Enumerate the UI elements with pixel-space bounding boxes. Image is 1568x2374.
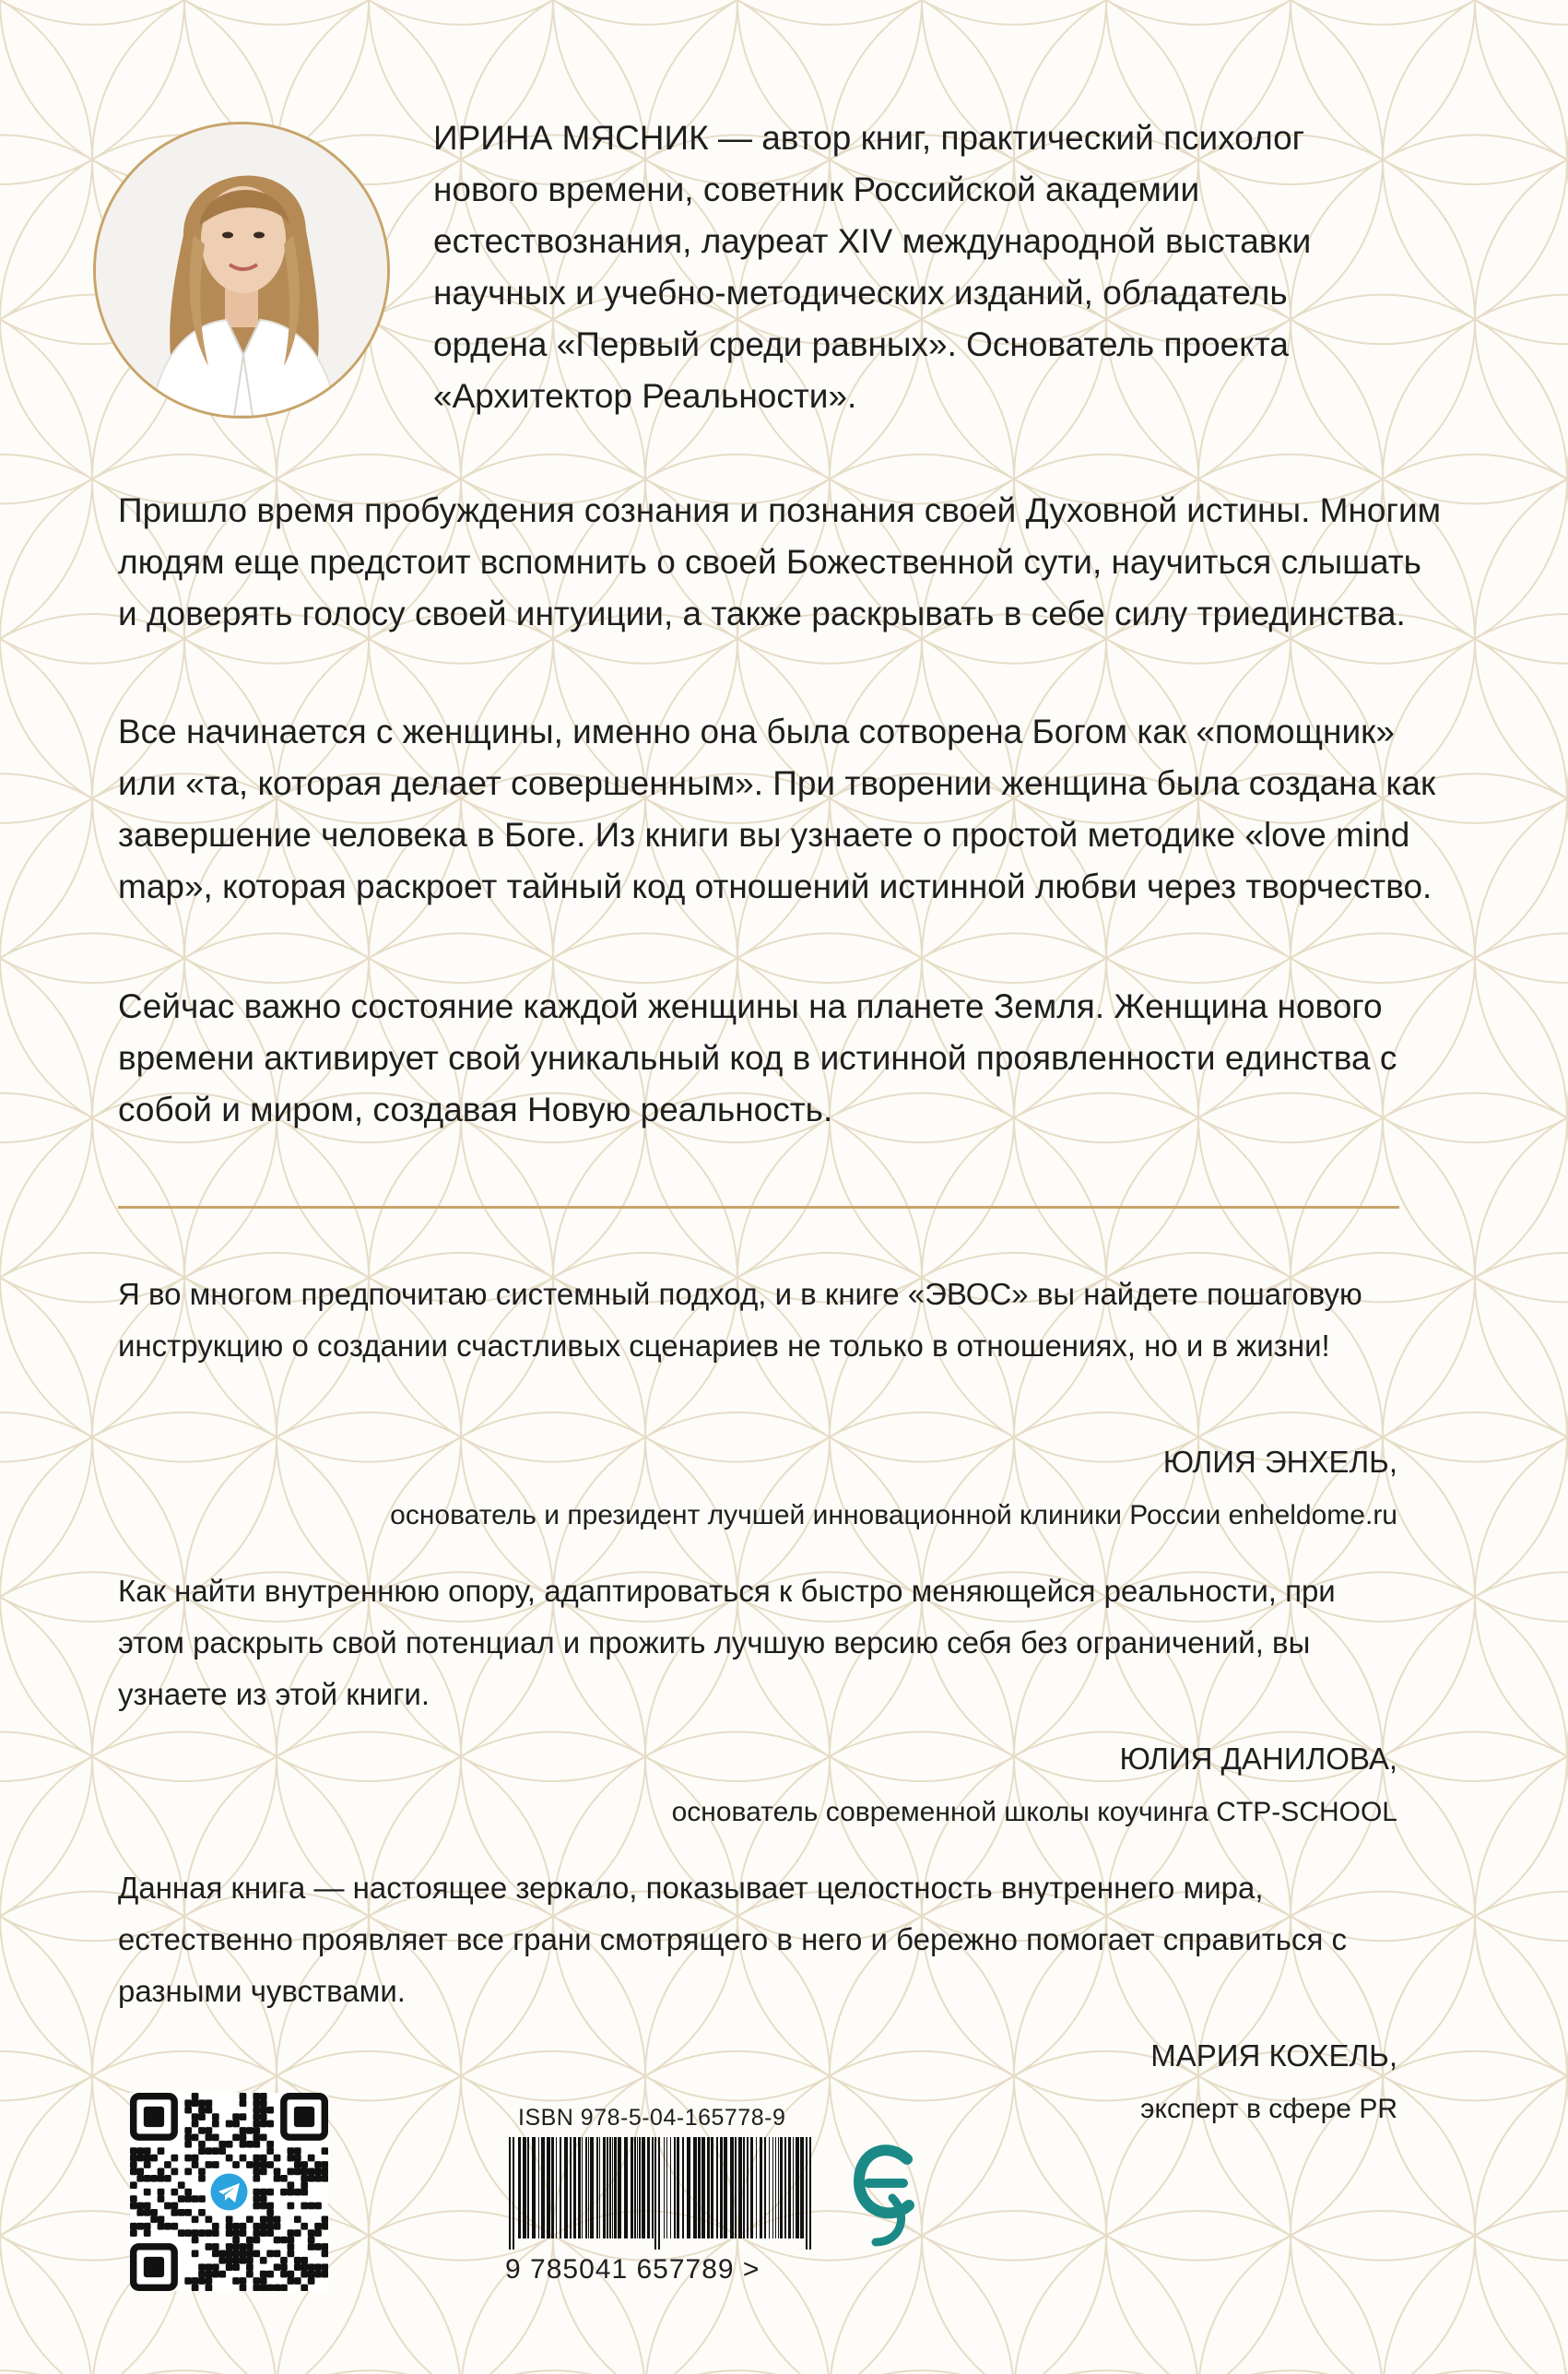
pattern-circle — [737, 2370, 1106, 2374]
pattern-circle — [0, 1253, 92, 1622]
pattern-circle — [184, 2370, 553, 2374]
pattern-circle — [0, 2370, 369, 2374]
pattern-circle — [1383, 2211, 1568, 2374]
pattern-circle — [0, 2211, 92, 2374]
review-text-3: Данная книга — настоящее зеркало, показывает целостность внутреннего мира, естественно проявляет все грани смотрящего в него и бережно помогает справиться с разными чувствами. — [118, 1871, 1348, 2008]
review-author-role-1: основатель и президент лучшей инновационной клиники России enheldome.ru — [390, 1500, 1397, 1530]
eksmo-logo — [850, 2133, 924, 2253]
pattern-circle — [1383, 1892, 1568, 2261]
author-portrait — [93, 122, 390, 419]
pattern-circle — [1106, 2370, 1475, 2374]
pattern-circle — [0, 933, 92, 1302]
pattern-circle — [0, 295, 92, 664]
author-bio: ИРИНА МЯСНИК — автор книг, практический психолог нового времени, советник Российской академии естествознания, лауреат XIV международной выставки научных и учебно-методических изданий, обладатель ордена «Первый среди равных». Основатель проекта «Архитектор Реальности». — [433, 119, 1312, 415]
pattern-circle — [553, 2370, 922, 2374]
pattern-circle — [0, 0, 92, 25]
telegram-icon — [211, 2174, 248, 2211]
review-text-1: Я во многом предпочитаю системный подход, и в книге «ЭВОС» вы найдете пошаговую инструкцию о создании счастливых сценариев не только в отношениях, но и в жизни! — [118, 1277, 1362, 1363]
pattern-circle — [92, 0, 461, 25]
pattern-circle — [1198, 0, 1567, 25]
pattern-circle — [1198, 2211, 1567, 2374]
description-paragraph-1: Пришло время пробуждения сознания и познания своей Духовной истины. Многим людям еще предстоит вспомнить о своей Божественной сути, научиться слышать и доверять голосу своей интуиции, а также раскрывать в себе силу триединства. — [118, 491, 1442, 632]
pattern-circle — [1291, 2370, 1568, 2374]
barcode-digits: 9 785041 657789 > — [505, 2254, 760, 2285]
review-author-name-1: ЮЛИЯ ЭНХЕЛЬ, — [1162, 1445, 1397, 1479]
pattern-circle — [461, 0, 830, 25]
review-author-role-2: основатель современной школы коучинга CTP-SCHOOL — [671, 1797, 1397, 1827]
review-author-name-3: МАРИЯ КОХЕЛЬ, — [1150, 2038, 1397, 2073]
barcode — [505, 2137, 815, 2250]
review-author-name-2: ЮЛИЯ ДАНИЛОВА, — [1119, 1742, 1397, 1776]
pattern-circle — [0, 1572, 92, 1941]
pattern-circle — [1475, 1093, 1568, 1462]
pattern-circle — [922, 2370, 1291, 2374]
pattern-circle — [1475, 1412, 1568, 1781]
pattern-circle — [830, 0, 1198, 25]
review-text-2: Как найти внутреннюю опору, адаптироваться к быстро меняющейся реальности, при этом раскрыть свой потенциал и прожить лучшую версию себя без ограничений, вы узнаете из этой книги. — [118, 1574, 1336, 1711]
pattern-circle — [645, 0, 1014, 25]
pattern-circle — [1475, 1731, 1568, 2100]
description-paragraph-3: Сейчас важно состояние каждой женщины на планете Земля. Женщина нового времени активирует свой уникальный код в истинной проявленности единства с собой и миром, создавая Новую реальность. — [118, 987, 1397, 1128]
pattern-circle — [1383, 1572, 1568, 1941]
pattern-circle — [369, 2370, 737, 2374]
pattern-circle — [1383, 1253, 1568, 1622]
qr-code[interactable] — [130, 2093, 328, 2291]
section-divider — [118, 1206, 1399, 1209]
pattern-circle — [1475, 774, 1568, 1142]
pattern-circle — [0, 614, 92, 983]
pattern-circle — [0, 0, 277, 25]
pattern-circle — [0, 0, 92, 344]
review-author-role-3: эксперт в сфере PR — [1140, 2094, 1397, 2124]
description-paragraph-2: Все начинается с женщины, именно она была сотворена Богом как «помощник» или «та, которая делает совершенным». При творении женщина была создана как завершение человека в Боге. Из книги вы узнаете о простой методике «love mind map», которая раскроет тайный код отношений истинной любви через творчество. — [118, 713, 1436, 905]
pattern-circle — [1475, 135, 1568, 503]
pattern-circle — [277, 0, 645, 25]
pattern-circle — [1014, 0, 1383, 25]
pattern-circle — [0, 1892, 92, 2261]
isbn-label: ISBN 978-5-04-165778-9 — [518, 2105, 786, 2131]
pattern-circle — [1014, 2211, 1383, 2374]
pattern-circle — [1475, 455, 1568, 823]
